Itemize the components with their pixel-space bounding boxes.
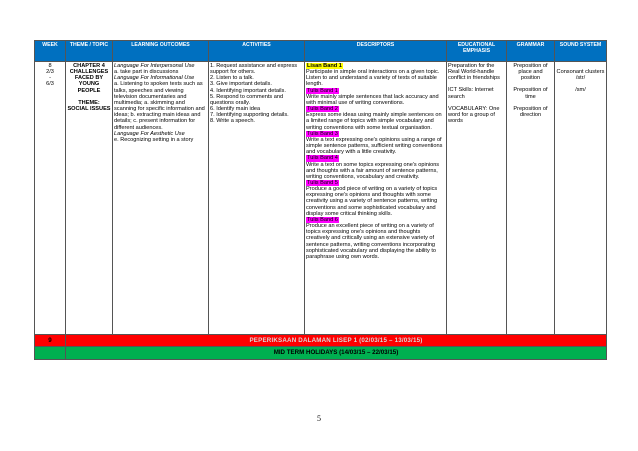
header-week: WEEK [35, 41, 66, 62]
grammar-cell [507, 62, 555, 335]
edu-preparation: Preparation for the Real World-handle conflict in friendships [448, 63, 500, 82]
tulis-band-text: Write a text expressing one's opinions using a range of simple sentence patterns, sufficient writing conventions and vocabulary with a little creativity. [306, 136, 443, 156]
tulis-band-text: Produce a good piece of writing on a variety of topics expressing one's opinions and thoughts with some creativity using a variety of sentence patterns, writing conventions and some sophisticated vocabulary and display some critical thinking skills. [306, 186, 438, 217]
activity-item: 5. Respond to comments and questions orally. [210, 93, 284, 106]
header-sound-system: SOUND SYSTEM [555, 41, 607, 62]
week-cell [35, 62, 66, 335]
week-number: 8 [48, 63, 52, 69]
tulis-band-text: Write a text on some topics expressing one's opinions and thoughts with a fair amount of sentence patterns, writing conventions, vocabulary and creativity. [306, 161, 440, 180]
header-row [35, 41, 607, 62]
edu-vocabulary: VOCABULARY: One word for a group of words [448, 105, 500, 125]
tulis-band-label: Tulis Band 5 [307, 179, 338, 186]
exam-row [35, 335, 607, 347]
activity-item: 3. Give important details. [210, 81, 272, 88]
edu-emphasis-cell [447, 62, 507, 335]
theme-value: SOCIAL ISSUES [67, 105, 111, 112]
grammar-direction: Preposition of direction [513, 105, 548, 118]
holiday-week-empty [35, 347, 66, 360]
sound-clusters: Consonant clusters /str/ [556, 69, 605, 82]
tulis-band-label: Tulis Band 1 [307, 87, 338, 94]
grammar-place: Preposition of place and position [513, 63, 548, 82]
outcome-heading-informational: Language For Informational Use [114, 75, 195, 82]
activity-item: 2. Listen to a talk. [210, 75, 254, 82]
chapter-title: CHAPTER 4 CHALLENGES FACED BY YOUNG PEOPLE [69, 63, 109, 94]
header-activities: ACTIVITIES [209, 41, 305, 62]
outcome-heading-interpersonal: Language For Interpersonal Use [114, 63, 195, 69]
week-8-row [35, 62, 607, 335]
week-to: 6/3 [46, 81, 54, 88]
tulis-band-label: Tulis Band 6 [307, 216, 338, 223]
theme-label: THEME: [78, 99, 100, 106]
outcomes-cell [113, 62, 209, 335]
exam-banner [66, 335, 607, 347]
sound-sm: /sm/ [575, 87, 586, 94]
sound-system-cell [555, 62, 607, 335]
edu-ict: ICT Skills: Internet search [448, 87, 494, 100]
tulis-band-label: Tulis Band 3 [307, 130, 338, 137]
outcome-items-informational: a. Listening to spoken texts such as talks, speeches and viewing television documentaries and multimedia; a. skimming and scanning for specific information and ideas; b. extracting main ideas and details; c. present information for different audiences. [114, 81, 205, 131]
header-edu-emphasis: EDUCATIONAL EMPHASIS [447, 41, 507, 62]
header-theme: THEME / TOPIC [66, 41, 113, 62]
lisan-band-text: Participate in simple oral interactions on a given topic. Listen to and understand a variety of texts of suitable length. [306, 69, 440, 88]
exam-week: 9 [35, 335, 66, 347]
week-dash: - [49, 75, 51, 82]
header-descriptors: DESCRIPTORS [305, 41, 447, 62]
activity-item: 6. Identify main idea [210, 106, 261, 113]
activity-item: 4. Identifying important details. [210, 87, 286, 94]
tulis-band-text: Write mainly simple sentences that lack accuracy and with minimal use of writing conventions. [306, 93, 439, 106]
exam-text: PEPERIKSAAN DALAMAN LISEP 1 (02/03/15 – 13/03/15) [249, 337, 423, 344]
holiday-row [35, 347, 607, 360]
lesson-plan-table [34, 40, 607, 360]
page-number: 5 [317, 414, 321, 423]
tulis-band-text: Express some ideas using mainly simple sentences on a limited range of topics with simple vocabulary and writing conventions with some textual organisation. [306, 112, 442, 131]
tulis-band-text: Produce an excellent piece of writing on a variety of topics expressing one's opinions and thoughts creatively and critically using an extensive variety of sentence patterns, writing conventions incorporating sophisticated vocabulary and displaying the ability to paraphrase using own words. [306, 223, 436, 260]
activity-item: 1. Request assistance and express support for others. [210, 63, 298, 76]
tulis-band-label: Tulis Band 4 [307, 155, 338, 162]
activities-cell [209, 62, 305, 335]
lisan-band-label: Lisan Band 1 [307, 63, 342, 69]
grammar-time: Preposition of time [513, 87, 548, 100]
tulis-band-label: Tulis Band 2 [307, 106, 338, 113]
activity-item: 7. Identifying supporting details. [210, 112, 289, 119]
outcome-items-interpersonal: a. take part in discussions [114, 69, 179, 76]
outcome-heading-aesthetic: Language For Aesthetic Use [114, 130, 185, 137]
header-outcomes: LEARNING OUTCOMES [113, 41, 209, 62]
header-grammar: GRAMMAR [507, 41, 555, 62]
activity-item: 8. Write a speech. [210, 118, 255, 125]
theme-cell [66, 62, 113, 335]
week-from: 2/3 [46, 69, 54, 76]
descriptors-cell [305, 62, 447, 335]
holiday-banner: MID TERM HOLIDAYS (14/03/15 – 22/03/15) [66, 347, 607, 360]
outcome-items-aesthetic: e. Recognizing setting in a story [114, 136, 194, 143]
